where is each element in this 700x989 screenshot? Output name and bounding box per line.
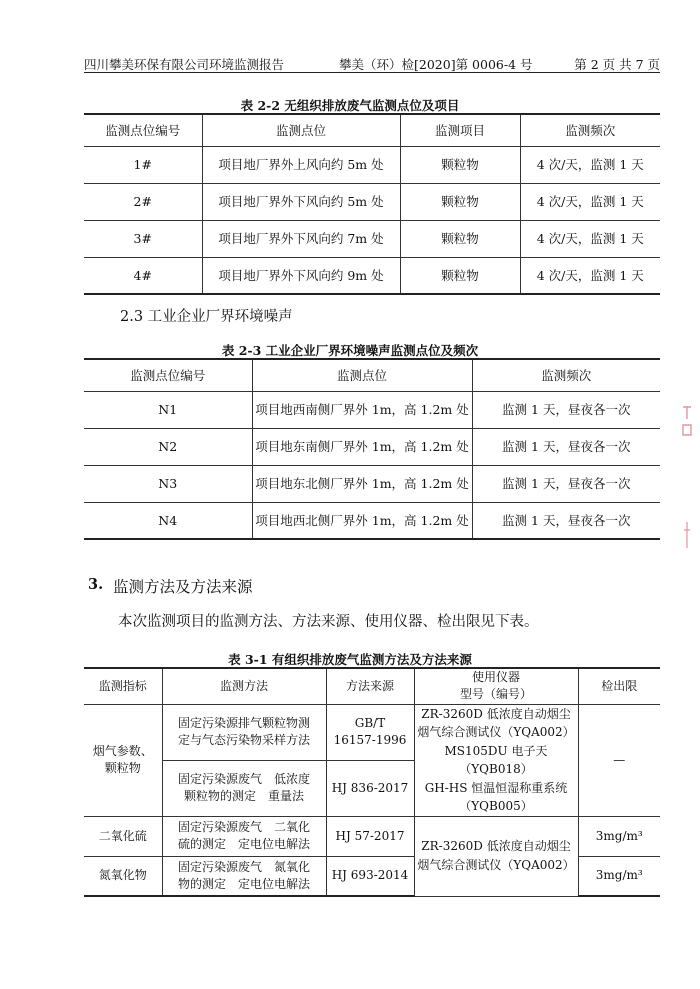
seal-fragment-icon <box>681 405 693 439</box>
text-line: GB/T <box>354 716 386 730</box>
table-header-row <box>84 668 660 704</box>
text-line: GH-HS 恒温恒湿称重系统 <box>424 780 568 795</box>
cell: 4# <box>84 257 202 294</box>
col-header <box>414 668 578 704</box>
source-cell: HJ 693-2014 <box>326 856 414 896</box>
seal-mark <box>681 405 693 439</box>
cell: 颗粒物 <box>400 220 520 257</box>
table-row <box>84 183 660 220</box>
table-row <box>84 816 660 856</box>
cell: 项目地厂界外下风向约 5m 处 <box>202 183 400 220</box>
table-row <box>84 465 660 502</box>
method-cell <box>162 816 326 856</box>
text-line: 烟气参数、 <box>92 744 153 758</box>
indicator-cell <box>84 704 162 816</box>
cell: 4 次/天，监测 1 天 <box>520 183 660 220</box>
source-cell <box>326 704 414 760</box>
cell: 3# <box>84 220 202 257</box>
cell: 项目地厂界外下风向约 7m 处 <box>202 220 400 257</box>
col-header: 监测频次 <box>472 359 660 391</box>
cell: N1 <box>84 391 252 428</box>
text-line: 固定污染源废气 氮氧化 <box>177 859 310 874</box>
section-3-title: 监测方法及方法来源 <box>113 578 253 596</box>
table-header-row <box>84 114 660 146</box>
text-line: 颗粒物 <box>104 761 141 775</box>
text-line: 物的测定 定电位电解法 <box>177 876 310 891</box>
source-cell: HJ 57-2017 <box>326 816 414 856</box>
col-header: 监测点位 <box>252 359 472 391</box>
cell: 项目地西南侧厂界外 1m，高 1.2m 处 <box>252 391 472 428</box>
page-number: 第 2 页 共 7 页 <box>574 57 660 72</box>
col-header: 监测方法 <box>162 668 326 704</box>
cell: N4 <box>84 502 252 539</box>
cell: 监测 1 天，昼夜各一次 <box>472 391 660 428</box>
cell: 项目地西北侧厂界外 1m，高 1.2m 处 <box>252 502 472 539</box>
section-3-number: 3. <box>88 576 104 593</box>
section-2-3-title: 2.3 工业企业厂界环境噪声 <box>120 309 293 325</box>
col-header: 监测点位 <box>202 114 400 146</box>
cell: 项目地东北侧厂界外 1m，高 1.2m 处 <box>252 465 472 502</box>
table-2-2-caption: 表 2-2 无组织排放废气监测点位及项目 <box>240 98 460 113</box>
cell: 1# <box>84 146 202 183</box>
text-line: MS105DU 电子天（YQB018） <box>444 743 548 776</box>
text-line: 固定污染源废气 低浓度 <box>177 772 310 786</box>
text-line: ZR-3260D 低浓度自动烟尘 <box>421 839 571 853</box>
table-3-1 <box>84 667 660 897</box>
cell: 2# <box>84 183 202 220</box>
company-name: 四川攀美环保有限公司环境监测报告 <box>84 57 285 72</box>
limit-cell: 3mg/m³ <box>578 816 660 856</box>
text-line: 颗粒物的测定 重量法 <box>183 789 304 803</box>
text-line: 烟气综合测试仪（YQA002） <box>417 725 575 739</box>
table-row <box>84 220 660 257</box>
text-line: 固定污染源排气颗粒物测 <box>177 716 310 730</box>
table-row <box>84 704 660 760</box>
col-header: 监测点位编号 <box>84 114 202 146</box>
table-header-row <box>84 359 660 391</box>
col-header: 监测指标 <box>84 668 162 704</box>
table-row <box>84 257 660 294</box>
table-row <box>84 502 660 539</box>
page-header <box>84 53 660 73</box>
cell: 监测 1 天，昼夜各一次 <box>472 428 660 465</box>
header-rule <box>84 72 660 73</box>
table-3-1-caption: 表 3-1 有组织排放废气监测方法及方法来源 <box>228 652 472 667</box>
cell: 4 次/天，监测 1 天 <box>520 220 660 257</box>
cell: N3 <box>84 465 252 502</box>
cell: N2 <box>84 428 252 465</box>
limit-cell: — <box>578 704 660 816</box>
cell: 项目地东南侧厂界外 1m，高 1.2m 处 <box>252 428 472 465</box>
seal-mark <box>681 520 693 550</box>
section-3-intro: 本次监测项目的监测方法、方法来源、使用仪器、检出限见下表。 <box>118 614 539 630</box>
text-line: ZR-3260D 低浓度自动烟尘 <box>421 706 571 721</box>
table-row <box>84 428 660 465</box>
cell: 项目地厂界外下风向约 9m 处 <box>202 257 400 294</box>
text-line: 硫的测定 定电位电解法 <box>177 837 310 851</box>
indicator-cell: 二氧化硫 <box>84 816 162 856</box>
report-number: 攀美（环）检[2020]第 0006-4 号 <box>339 57 533 72</box>
table-2-3-caption: 表 2-3 工业企业厂界环境噪声监测点位及频次 <box>221 343 479 358</box>
cell: 颗粒物 <box>400 257 520 294</box>
cell: 4 次/天，监测 1 天 <box>520 257 660 294</box>
seal-fragment-icon <box>681 520 693 550</box>
method-cell <box>162 704 326 760</box>
col-header: 监测项目 <box>400 114 520 146</box>
instrument-header-line2: 型号（编号） <box>459 687 532 702</box>
instrument-cell <box>414 704 578 816</box>
method-cell <box>162 760 326 816</box>
method-cell <box>162 856 326 896</box>
col-header: 检出限 <box>578 668 660 704</box>
table-2-2 <box>84 113 660 295</box>
col-header: 监测频次 <box>520 114 660 146</box>
cell: 监测 1 天，昼夜各一次 <box>472 502 660 539</box>
indicator-cell: 氮氧化物 <box>84 856 162 896</box>
cell: 颗粒物 <box>400 183 520 220</box>
cell: 颗粒物 <box>400 146 520 183</box>
text-line: 烟气综合测试仪（YQA002） <box>417 858 575 872</box>
table-row <box>84 146 660 183</box>
text-line: 定与气态污染物采样方法 <box>177 733 310 747</box>
source-cell: HJ 836-2017 <box>326 760 414 816</box>
limit-cell: 3mg/m³ <box>578 856 660 896</box>
instrument-header-line1: 使用仪器 <box>471 670 520 685</box>
instrument-cell <box>414 816 578 896</box>
text-line: 固定污染源废气 二氧化 <box>177 820 310 834</box>
col-header: 监测点位编号 <box>84 359 252 391</box>
table-2-3 <box>84 358 660 540</box>
cell: 监测 1 天，昼夜各一次 <box>472 465 660 502</box>
cell: 项目地厂界外上风向约 5m 处 <box>202 146 400 183</box>
text-line: 16157-1996 <box>333 733 407 747</box>
col-header: 方法来源 <box>326 668 414 704</box>
text-line: （YQB005） <box>459 799 533 813</box>
cell: 4 次/天，监测 1 天 <box>520 146 660 183</box>
table-row <box>84 391 660 428</box>
